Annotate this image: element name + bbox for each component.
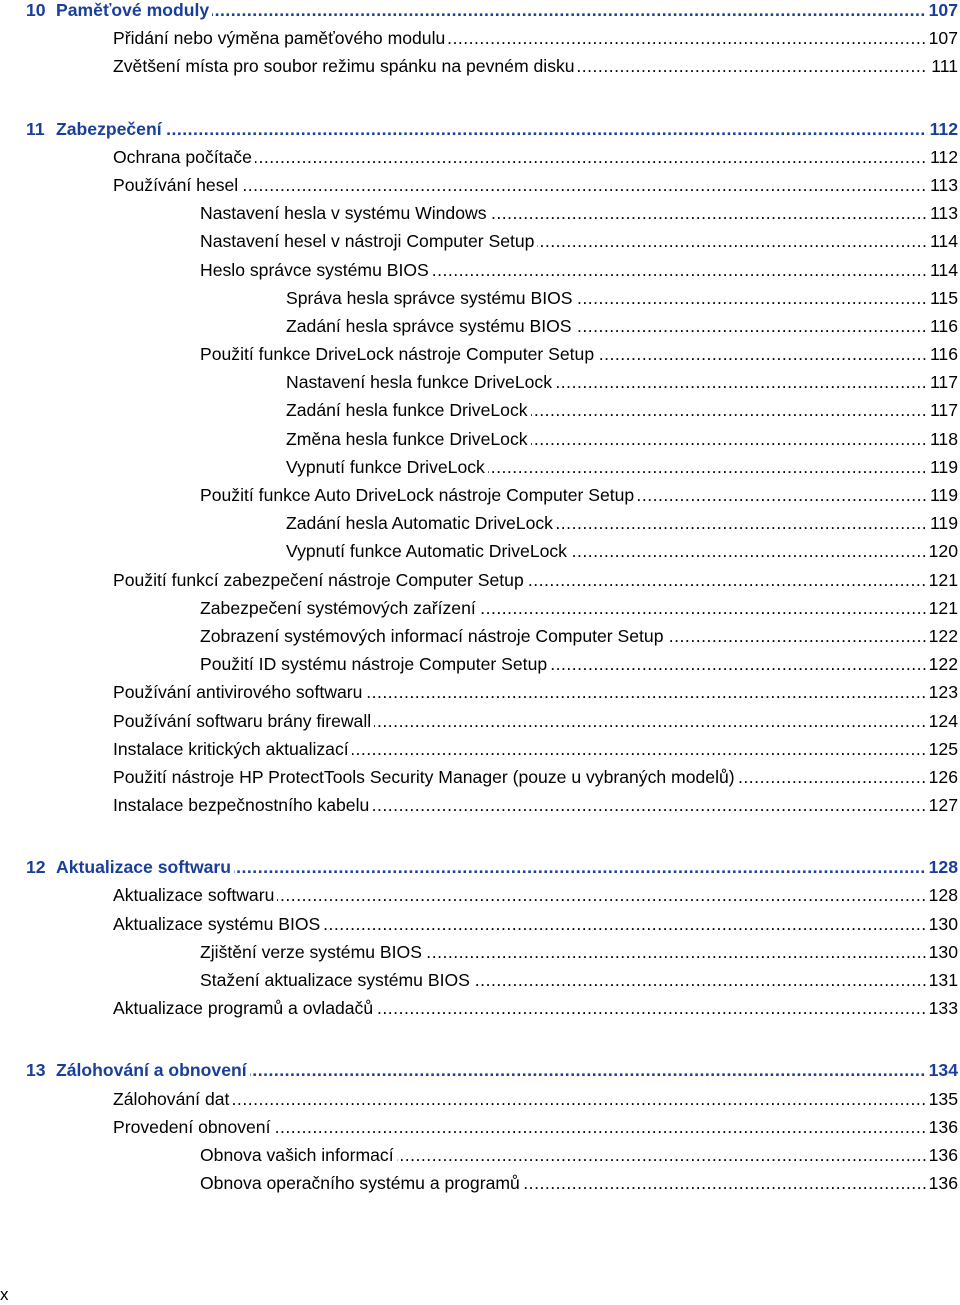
chapter-spacer — [0, 1026, 960, 1060]
toc-entry-page-number: 113 — [927, 175, 958, 195]
toc-entry[interactable] — [113, 175, 958, 203]
toc-entry-page-number: 107 — [926, 28, 958, 48]
footer-page-number: x — [0, 1285, 9, 1304]
toc-chapter-heading[interactable] — [26, 119, 958, 147]
toc-entry-page-number: 111 — [928, 56, 958, 76]
toc-entry[interactable] — [200, 626, 958, 654]
toc-entry[interactable] — [113, 1117, 958, 1145]
toc-entry-title: Zálohování dat — [113, 1089, 232, 1109]
toc-entry-page-number: 115 — [927, 288, 958, 308]
toc-entry[interactable] — [200, 970, 958, 998]
toc-entry-page-number: 121 — [926, 570, 958, 590]
toc-entry[interactable] — [200, 1173, 958, 1201]
toc-entry-page-number: 125 — [926, 739, 958, 759]
toc-entry[interactable] — [286, 541, 958, 569]
toc-entry[interactable] — [113, 885, 958, 913]
toc-chapter — [0, 119, 960, 824]
toc-entry-page-number: 113 — [927, 203, 958, 223]
toc-entry-title: Zadání hesla Automatic DriveLock — [286, 513, 556, 533]
toc-entry[interactable] — [286, 288, 958, 316]
toc-chapter — [0, 0, 960, 85]
toc-chapter — [0, 857, 960, 1026]
toc-entry[interactable] — [200, 231, 958, 259]
toc-entry[interactable] — [113, 56, 958, 84]
chapter-number: 12 — [26, 857, 46, 878]
toc-entry-title: Obnova vašich informací — [200, 1145, 397, 1165]
chapter-spacer — [0, 85, 960, 119]
toc-entry[interactable] — [113, 739, 958, 767]
toc-entry-title: Ochrana počítače — [113, 147, 255, 167]
toc-entry-title: Správa hesla správce systému BIOS — [286, 288, 576, 308]
toc-entry-page-number: 116 — [927, 344, 958, 364]
toc-entry-title: Zadání hesla správce systému BIOS — [286, 316, 575, 336]
toc-entry-title: Aktualizace systému BIOS — [113, 914, 323, 934]
toc-entry[interactable] — [200, 203, 958, 231]
toc-entry[interactable] — [200, 598, 958, 626]
toc-entry-title: Použití nástroje HP ProtectTools Security Manager (pouze u vybraných modelů) — [113, 767, 738, 787]
chapter-title-text: Zabezpečení — [56, 118, 162, 139]
chapter-title — [26, 0, 212, 20]
chapter-title — [26, 1060, 250, 1080]
toc-entry[interactable] — [113, 147, 958, 175]
chapter-page-number: 134 — [926, 1060, 958, 1080]
toc-entry-page-number: 117 — [927, 372, 958, 392]
toc-entry-title: Nastavení hesla funkce DriveLock — [286, 372, 555, 392]
toc-entry-title: Zvětšení místa pro soubor režimu spánku na pevném disku — [113, 56, 578, 76]
toc-entry-title: Aktualizace programů a ovladačů — [113, 998, 376, 1018]
toc-entry[interactable] — [113, 570, 958, 598]
chapter-spacer — [0, 823, 960, 857]
toc-entry-title: Zabezpečení systémových zařízení — [200, 598, 479, 618]
chapter-number: 10 — [26, 0, 46, 20]
toc-entry-title: Nastavení hesla v systému Windows — [200, 203, 490, 223]
toc-entry-title: Použití funkce DriveLock nástroje Computer Setup — [200, 344, 597, 364]
toc-entry-page-number: 128 — [926, 885, 958, 905]
toc-chapter-heading[interactable] — [26, 1060, 958, 1088]
toc-entry-page-number: 112 — [927, 147, 958, 167]
toc-entry-title: Používání hesel — [113, 175, 241, 195]
toc-entry-page-number: 131 — [926, 970, 958, 990]
chapter-page-number: 107 — [926, 0, 958, 20]
toc-entry-page-number: 121 — [926, 598, 958, 618]
toc-entry-title: Aktualizace softwaru — [113, 885, 277, 905]
toc-entry-title: Stažení aktualizace systému BIOS — [200, 970, 473, 990]
toc-entry-page-number: 119 — [927, 485, 958, 505]
toc-entry-page-number: 120 — [926, 541, 958, 561]
toc-entry[interactable] — [200, 344, 958, 372]
toc-entry[interactable] — [113, 1089, 958, 1117]
toc-entry-page-number: 118 — [927, 429, 958, 449]
toc-entry[interactable] — [200, 1145, 958, 1173]
toc-entry-title: Zadání hesla funkce DriveLock — [286, 400, 531, 420]
toc-entry[interactable] — [286, 457, 958, 485]
toc-entry-page-number: 136 — [926, 1145, 958, 1165]
toc-entry[interactable] — [113, 711, 958, 739]
toc-entry-page-number: 123 — [926, 682, 958, 702]
toc-entry-title: Zjištění verze systému BIOS — [200, 942, 425, 962]
toc-entry-page-number: 114 — [927, 231, 958, 251]
toc-entry-title: Zobrazení systémových informací nástroje Computer Setup — [200, 626, 667, 646]
toc-entry-title: Nastavení hesel v nástroji Computer Setup — [200, 231, 537, 251]
toc-entry-page-number: 124 — [926, 711, 958, 731]
toc-entry[interactable] — [286, 429, 958, 457]
toc-chapter-heading[interactable] — [26, 0, 958, 28]
chapter-page-number: 128 — [926, 857, 958, 877]
toc-entry-page-number: 130 — [926, 942, 958, 962]
chapter-number: 11 — [26, 118, 45, 139]
chapter-title-text: Zálohování a obnovení — [56, 1060, 247, 1081]
chapter-page-number: 112 — [927, 119, 958, 139]
toc-entry[interactable] — [113, 795, 958, 823]
toc-entry-title: Přidání nebo výměna paměťového modulu — [113, 28, 448, 48]
toc-chapter-heading[interactable] — [26, 857, 958, 885]
chapter-title-text: Aktualizace softwaru — [56, 857, 232, 878]
chapter-number: 13 — [26, 1060, 46, 1081]
toc-entry[interactable] — [113, 767, 958, 795]
toc-entry-page-number: 122 — [926, 654, 958, 674]
toc-entry-title: Vypnutí funkce Automatic DriveLock — [286, 541, 570, 561]
toc-entry-page-number: 122 — [926, 626, 958, 646]
toc-entry-page-number: 119 — [927, 457, 958, 477]
toc-entry-page-number: 114 — [927, 260, 958, 280]
toc-entry-title: Vypnutí funkce DriveLock — [286, 457, 488, 477]
toc-entry-title: Instalace kritických aktualizací — [113, 739, 352, 759]
toc-entry[interactable] — [286, 400, 958, 428]
toc-entry[interactable] — [286, 316, 958, 344]
toc-entry-page-number: 135 — [926, 1089, 958, 1109]
toc-entry[interactable] — [200, 260, 958, 288]
toc-entry[interactable] — [200, 485, 958, 513]
toc-entry[interactable] — [200, 654, 958, 682]
toc-entry[interactable] — [113, 28, 958, 56]
toc-entry-page-number: 136 — [926, 1117, 958, 1137]
toc-entry[interactable] — [113, 998, 958, 1026]
toc-entry-title: Heslo správce systému BIOS — [200, 260, 432, 280]
toc-entry-title: Používání antivirového softwaru — [113, 682, 365, 702]
toc-entry[interactable] — [113, 914, 958, 942]
toc-entry-page-number: 136 — [926, 1173, 958, 1193]
toc-entry-title: Změna hesla funkce DriveLock — [286, 429, 531, 449]
toc-entry[interactable] — [286, 372, 958, 400]
dot-leader — [113, 1089, 958, 1109]
toc-entry-title: Použití ID systému nástroje Computer Setup — [200, 654, 550, 674]
toc-entry-title: Obnova operačního systému a programů — [200, 1173, 523, 1193]
toc-entry[interactable] — [113, 682, 958, 710]
toc-entry-title: Instalace bezpečnostního kabelu — [113, 795, 372, 815]
chapter-title — [26, 857, 234, 877]
toc-entry-page-number: 133 — [926, 998, 958, 1018]
chapter-title — [26, 119, 165, 139]
toc-entry-title: Použití funkce Auto DriveLock nástroje Computer Setup — [200, 485, 637, 505]
toc-entry-page-number: 119 — [927, 513, 958, 533]
toc-entry[interactable] — [286, 513, 958, 541]
toc-entry-page-number: 116 — [927, 316, 958, 336]
toc-entry-page-number: 127 — [926, 795, 958, 815]
chapter-title-text: Paměťové moduly — [56, 0, 210, 20]
toc-chapter — [0, 1060, 960, 1201]
toc-entry-page-number: 130 — [926, 914, 958, 934]
toc-entry-title: Provedení obnovení — [113, 1117, 274, 1137]
toc-entry-title: Používání softwaru brány firewall — [113, 711, 374, 731]
dot-leader — [26, 119, 958, 139]
toc-entry-page-number: 126 — [926, 767, 958, 787]
toc-entry[interactable] — [200, 942, 958, 970]
toc-entry-title: Použití funkcí zabezpečení nástroje Computer Setup — [113, 570, 527, 590]
toc-entry-page-number: 117 — [927, 400, 958, 420]
